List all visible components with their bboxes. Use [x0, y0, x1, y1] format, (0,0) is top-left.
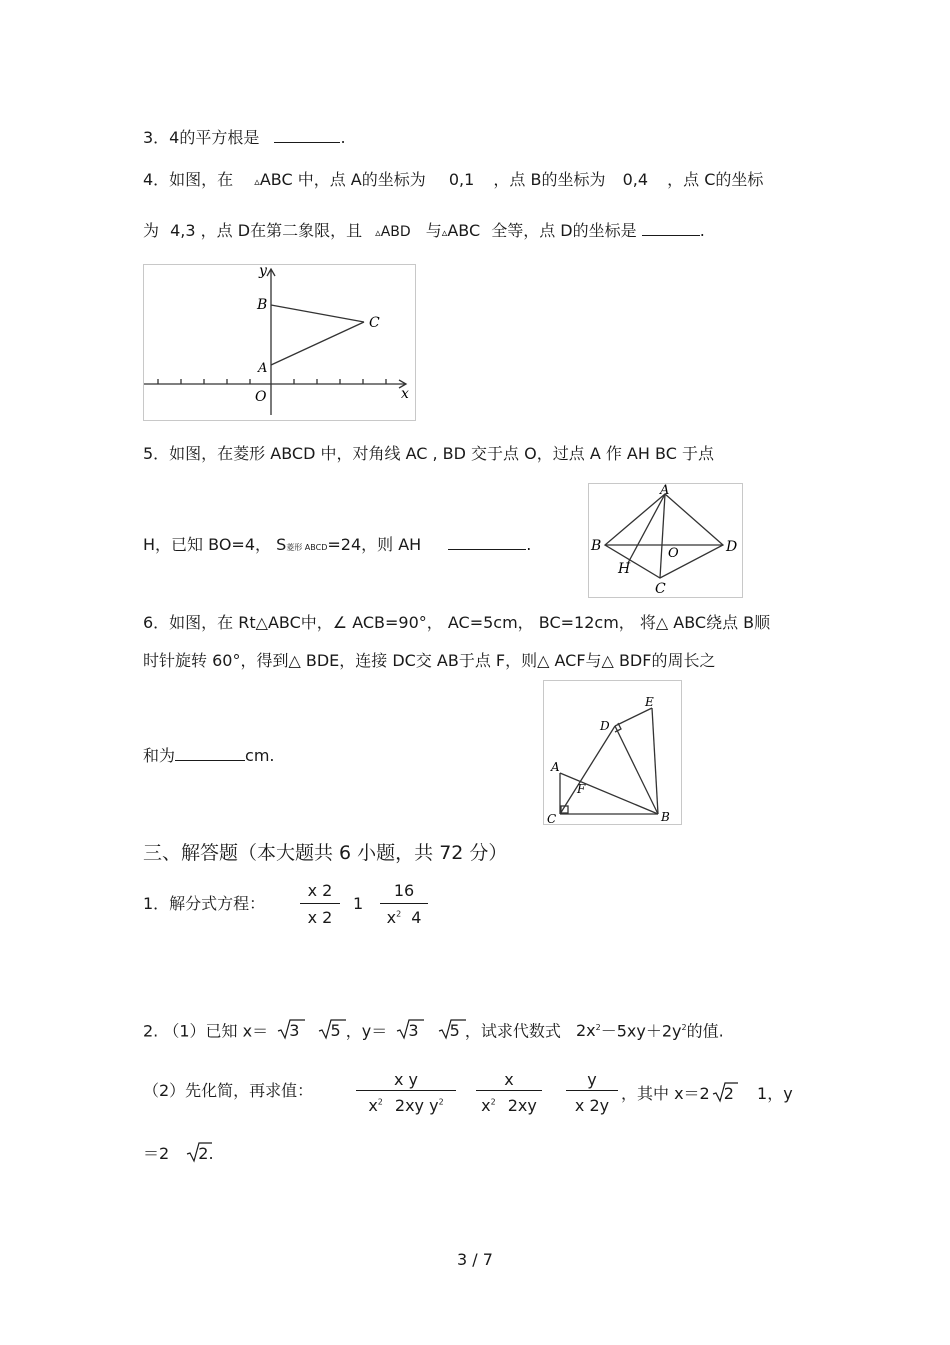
sqrt-2: 2 [198, 1144, 208, 1164]
section-heading: 三、解答题（本大题共 6 小题，共 72 分） [143, 842, 508, 864]
point-h-label: H [618, 561, 631, 577]
point-o-label: O [668, 546, 679, 561]
point-b-label: B [257, 297, 268, 313]
q3-line: 3．4的平方根是 . [143, 128, 346, 147]
point-a-label: A [258, 361, 268, 376]
rotation-figure [543, 680, 682, 825]
point-a-label: A [660, 484, 670, 498]
q6-line-3: 和为 cm. [143, 746, 275, 765]
origin-label: O [255, 389, 267, 405]
point-f-label: F [577, 782, 586, 796]
p2-line-3: ＝2 2. [143, 1144, 214, 1163]
answer-blank [642, 219, 700, 236]
p2-line-2-tail: ，其中 x＝2 2 1，y [621, 1084, 793, 1103]
q5-line-1: 5．如图，在菱形 ABCD 中，对角线 AC , BD 交于点 O，过点 A 作 AH BC 于点 [143, 444, 714, 463]
answer-blank [448, 533, 526, 550]
triangle-symbol: ▵ABD [375, 224, 411, 240]
coordinate-figure [143, 264, 416, 421]
q6-line-1: 6．如图，在 Rt△ABC中，∠ ACB=90°， AC=5cm， BC=12cm， 将△ ABC绕点 B顺 [143, 613, 771, 632]
sqrt-2: 2 [724, 1084, 734, 1103]
q4-line-2: 为 4,3 ，点 D在第二象限，且 ▵ABD 与▵ABC 全等，点 D的坐标是 . [143, 221, 705, 240]
point-c-label: C [655, 581, 666, 597]
point-b-label: B [591, 538, 602, 554]
p1-one: 1 [353, 894, 364, 913]
y-axis-label: y [259, 265, 267, 279]
point-a-label: A [551, 760, 560, 774]
fraction-a: x y $x^2$ 2xy $y^2$ [356, 1070, 456, 1116]
p1-label: 1．解分式方程： [143, 894, 266, 913]
answer-blank [274, 126, 340, 143]
rhombus-diagram-svg [589, 484, 742, 597]
point-b-label: B [661, 810, 670, 824]
sqrt-5: 5 [450, 1021, 460, 1041]
triangle-symbol: ▵ABC [254, 170, 293, 189]
sqrt-3: 3 [408, 1021, 418, 1041]
x-axis-label: x [401, 386, 409, 402]
q4-line-1: 4．如图，在 ▵ABC 中，点 A的坐标为 0,1 ，点 B的坐标为 0,4 ，点 C的坐标 [143, 170, 764, 189]
rotation-diagram-svg [544, 681, 681, 824]
sqrt-3: 3 [289, 1021, 299, 1041]
fraction-c: y x 2y [566, 1070, 618, 1116]
answer-blank [175, 744, 245, 761]
fraction-1: x 2 x 2 [300, 881, 340, 927]
point-c-label: C [369, 315, 380, 331]
p2-line-2-label: （2）先化简，再求值： [143, 1081, 314, 1100]
fraction-b: x $x^2$ 2xy [476, 1070, 542, 1116]
coordinate-diagram-svg [144, 265, 415, 420]
sqrt-5: 5 [330, 1021, 340, 1041]
point-e-label: E [645, 695, 654, 709]
point-c-label: C [547, 812, 557, 824]
point-d-label: D [600, 719, 610, 733]
page-number: 3 / 7 [457, 1250, 493, 1269]
p2-line-1: 2. （1）已知 x＝ 3 5 ，y＝ 3 5 ，试求代数式 $2x^2-5xy+2y^2$的值. [143, 1021, 724, 1041]
q5-line-2: H，已知 BO=4， S菱形 ABCD=24，则 AH . [143, 535, 532, 554]
q6-line-2: 时针旋转 60°，得到△ BDE，连接 DC交 AB于点 F，则△ ACF与△ BDF的周长之 [143, 651, 716, 670]
fraction-2: 16 $x^2$ 4 [380, 881, 428, 927]
rhombus-figure [588, 483, 743, 598]
point-d-label: D [726, 539, 738, 555]
